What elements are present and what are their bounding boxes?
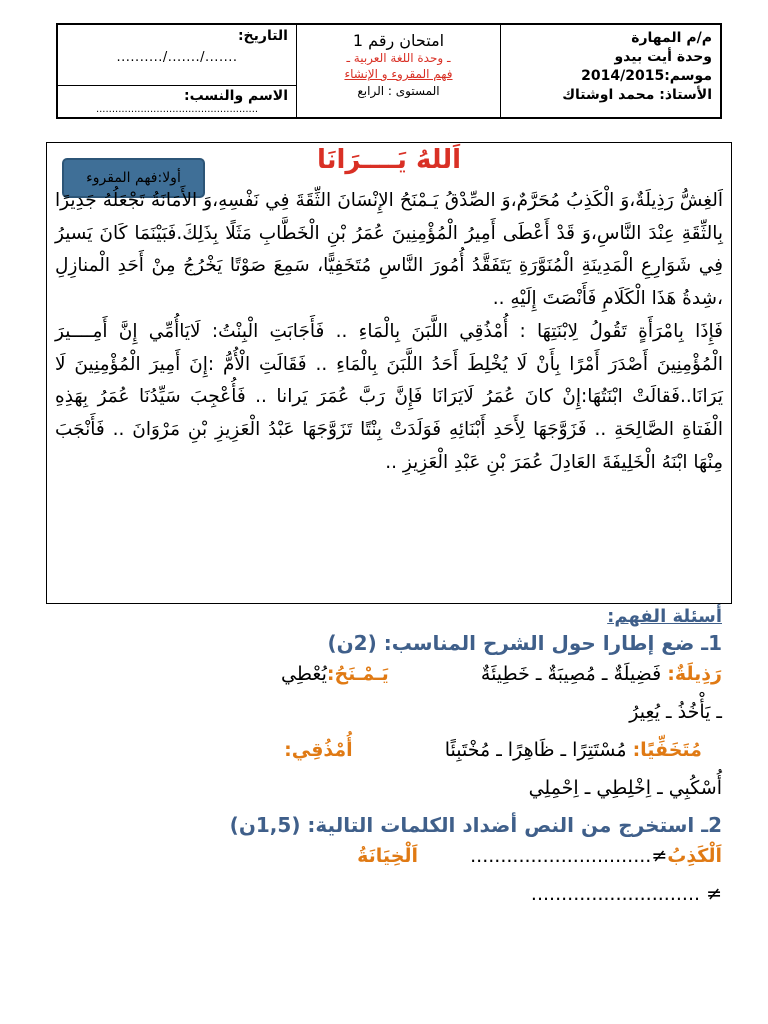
antonym-answer-2[interactable]: ............................ [530,883,701,905]
questions-heading: أسئلة الفهم: [607,606,722,627]
not-equal-sign-1: ≠ [651,845,668,867]
school-season: موسم:2014/2015 [581,68,712,84]
passage-paragraph-1: اَلغِشُّ رَذِيلَةٌ،وَ الْكَذِبُ مُحَرَّمٌ،وَ الصِّدْقُ يَـمْنَحُ الإِنْسَانَ الثِّقَةَ فِي نَفْسِهِ،وَ الأَمَانَةُ تَجْعَلُهُ جَدِيرًا بِالثِّقَةِ عِنْدَ النَّاسِ،وَ قَدْ أَعْطَى أَمِيرُ الْمُؤْمِنِينَ عُمَرُ بْنِ الْخَطَّابِ مَثَلًا بِذَلِكَ.فَبَيْنَمَا كَانَ يَسيرُ فِي شَوَارِعِ الْمَدِينَةِ الْمُنَوَّرَةِ يَتَفَقَّدُ أُمُورَ النَّاسِ مُتَخَفِيًّا، سَمِعَ صَوْتًا يَخْرُجُ مِنْ أَحَدِ الْمنازِلِ ،شِدةُ هَذَا الْكَلَامِ فَأَنْصَتَ إِلَيْهِ .. [55,190,723,310]
antonym-word-kadhib: اَلْكَذِبُ [667,845,722,867]
subject-subline: فهم المقروء و الإنشاء [344,67,453,81]
exam-info-cell [296,25,500,117]
exam-level: المستوى : الرابع [357,84,440,98]
vocab-options-yamnah-a[interactable]: يُعْطِي [280,663,327,685]
header-table [56,23,722,119]
passage-title: اَللهُ يَــــرَانَا [316,145,462,175]
teacher-name: الأستاذ: محمد اوشتاك [562,87,712,103]
antonym-word-khiyana: اَلْخِيَانَةُ [357,845,419,867]
vocab-row-2 [30,731,722,769]
antonym-answer-1[interactable]: .............................. [470,845,652,867]
vocab-row-1b [30,693,722,731]
vocab-word-umdhuqi: أُمْذُقِي: [284,739,353,761]
vocab-word-radhila: رَذِيلَةٌ: [667,663,722,685]
question-2: 2ـ استخرج من النص أضداد الكلمات التالية: (1,5ن) [229,813,722,837]
section-badge: أولا:فهم المقروء [62,158,205,198]
vocab-word-mutakhaffiyan: مُتَخَفِّيًا: [632,739,702,761]
questions-section [30,606,722,913]
date-label: التاريخ: [237,28,288,44]
school-name: م/م المهارة [631,30,712,46]
reading-passage-box [46,142,732,604]
vocab-row-2b [30,769,722,807]
vocab-options-radhila[interactable]: فَضِيلَةٌ ـ مُصِيبَةٌ ـ خَطِيئَةٌ [480,663,662,685]
question-1: 1ـ ضع إطارا حول الشرح المناسب: (2ن) [327,631,722,655]
passage-paragraph-2: فَإِذَا بِامْرَأَةٍ تَقُولُ لِابْنَتِهَا : أُمْذُقِي اللَّبَنَ بِالْمَاءِ .. فَأَجَابَتِ الْبِنْتُ: لَايَاأُمِّي إِنَّ أَمِــــيرَ الْمُؤْمِنِينَ أَصْدَرَ أَمْرًا بِأَنْ لَا يُخْلِطَ أَحَدُ اللَّبَنَ بِالْمَاءِ .. فَقَالَتِ الْأُمُّ :إِنَ أَمِيرَ الْمُؤْمِنِينَ لَا يَرَانَا..فَقالَتْ ابْنَتُهَا:إِنْ كانَ عُمَرُ لَايَرَانَا فَإِنَّ رَبَّ عُمَرَ يَرانا .. فَأُعْجِبَ سَيِّدُنَا عُمَرُ بِهَذِهِ الْفَتاةِ الصَّالِحَةِ .. فَزَوَّجَهَا لِأَحَدِ أَبْنَائِهِ فَوَلَدَتْ بِنْتًا تَزَوَّجَهَا عَبْدُ الْعَزِيزِ بْنِ مَرْوَانَ .. فَأَنْجَبَ مِنْهَا ابْنَهُ الْخَلِيفَةَ العَادِلَ عُمَرَ بْنِ عَبْدِ الْعَزِيزِ .. [55,320,723,473]
vocab-options-mutakhaffiyan[interactable]: مُسْتَتِرًا ـ ظَاهِرًا ـ مُخْتَبِئًا [444,739,627,761]
date-field[interactable]: ......./......./.......... [116,50,238,65]
passage-text [55,185,723,479]
exam-title: امتحان رقم 1 [352,31,445,50]
vocab-options-umdhuqi[interactable]: أُسْكُبِي ـ اِخْلِطِي ـ اِحْمِلِي [528,777,722,799]
vocab-word-yamnah: يَـمْـنَحُ: [326,663,389,685]
school-unit: وحدة أيت بيدو [614,49,712,65]
antonym-row-1 [30,837,722,875]
subject-line: ـ وحدة اللغة العربية ـ [346,51,451,65]
antonym-row-2 [30,875,722,913]
vocab-row-1 [30,655,722,693]
name-field[interactable]: ................................................... [95,104,259,115]
vocab-options-yamnah-b[interactable]: ـ يَأْخُذُ ـ يُعِيرُ [629,701,722,723]
name-label: الاسم والنسب: [184,88,288,104]
school-info-cell [500,25,720,117]
not-equal-sign-2: ≠ [706,883,722,905]
student-info-cell [58,25,296,117]
